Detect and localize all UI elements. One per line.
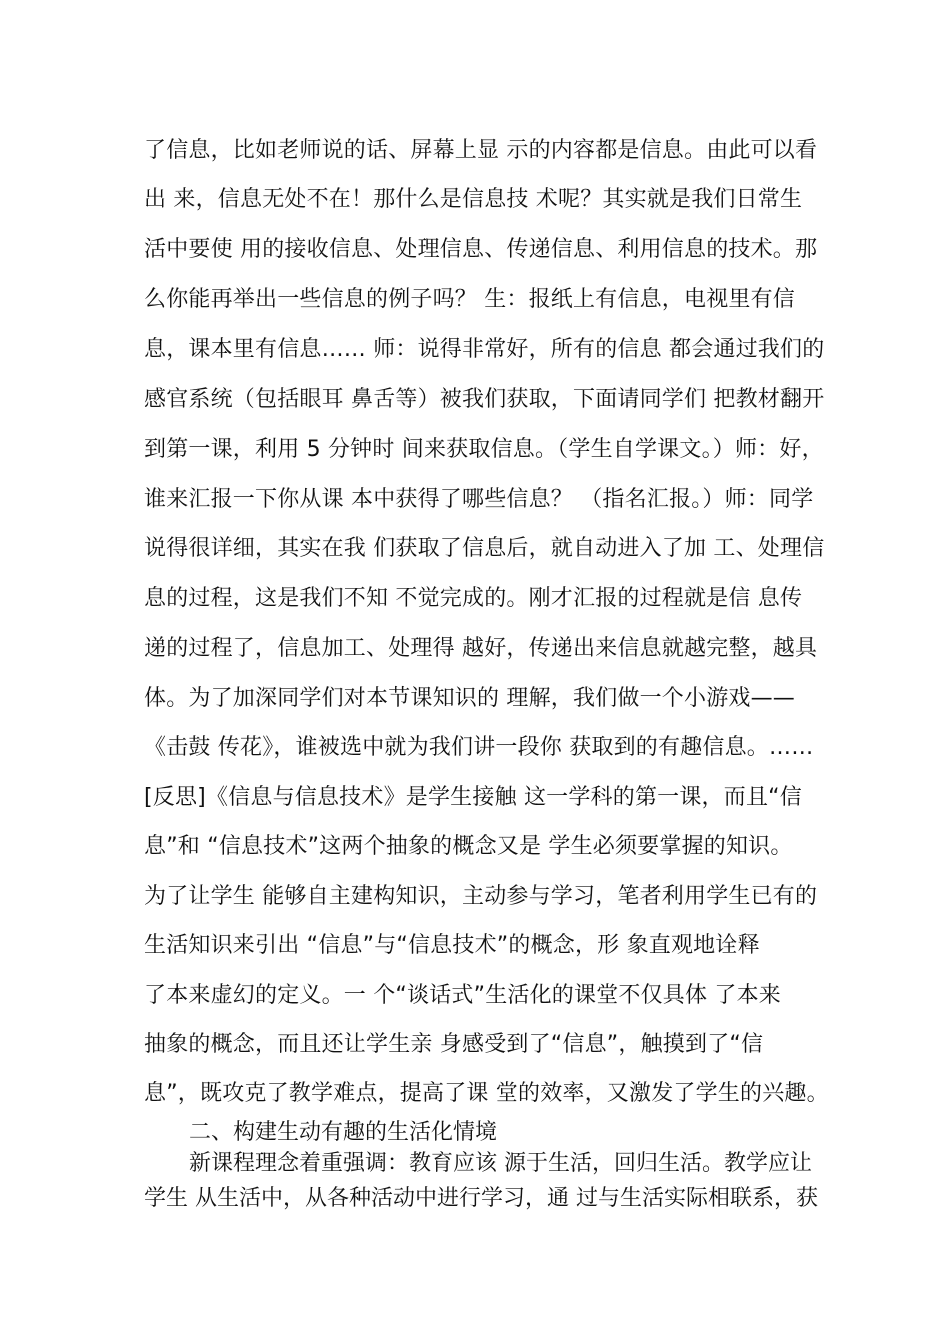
text-line: 说得很详细，其实在我 们获取了信息后，就自动进入了加 工、处理信 — [144, 536, 825, 561]
text-line: 感官系统（包括眼耳 鼻舌等）被我们获取，下面请同学们 把教材翻开 — [144, 387, 825, 412]
text-line: 息的过程，这是我们不知 不觉完成的。刚才汇报的过程就是信 息传 — [144, 586, 803, 611]
text-line: 《击鼓 传花》，谁被选中就为我们讲一段你 获取到的有趣信息。…… — [144, 735, 814, 760]
text-line: 了本来虚幻的定义。一 个“谈话式”生活化的课堂不仅具体 了本来 — [144, 983, 781, 1008]
text-line: 递的过程了，信息加工、处理得 越好，传递出来信息就越完整，越具 — [144, 636, 818, 661]
text-line: 息”和 “信息技术”这两个抽象的概念又是 学生必须要掌握的知识。 — [144, 834, 793, 859]
text-line: 了信息，比如老师说的话、屏幕上显 示的内容都是信息。由此可以看 — [144, 138, 818, 163]
text-line: 抽象的概念，而且还让学生亲 身感受到了“信息”，触摸到了“信 — [144, 1032, 764, 1057]
text-line: 到第一课，利用 5 分钟时 间来获取信息。（学生自学课文。）师：好， — [144, 437, 824, 462]
text-line: 体。为了加深同学们对本节课知识的 理解，我们做一个小游戏—— — [144, 686, 795, 711]
text-line: 生活知识来引出 “信息”与“信息技术”的概念，形 象直观地诠释 — [144, 933, 760, 958]
text-line: 活中要使 用的接收信息、处理信息、传递信息、利用信息的技术。那 — [144, 237, 818, 262]
text-line: 息”，既攻克了教学难点，提高了课 堂的效率，又激发了学生的兴趣。 — [144, 1081, 829, 1106]
text-line: 出 来，信息无处不在！那什么是信息技 术呢？其实就是我们日常生 — [144, 187, 803, 212]
text-line: [反思]《信息与信息技术》是学生接触 这一学科的第一课，而且“信 — [144, 785, 802, 810]
text-line: 谁来汇报一下你从课 本中获得了哪些信息？ （指名汇报。）师：同学 — [144, 487, 814, 512]
text-line: 为了让学生 能够自主建构知识，主动参与学习，笔者利用学生已有的 — [144, 884, 818, 909]
text-line: 么你能再举出一些信息的例子吗？ 生：报纸上有信息，电视里有信 — [144, 287, 795, 312]
section-heading: 二、构建生动有趣的生活化情境 — [189, 1120, 498, 1145]
text-line: 新课程理念着重强调：教育应该 源于生活，回归生活。教学应让 — [189, 1151, 812, 1176]
text-line: 学生 从生活中，从各种活动中进行学习，通 过与生活实际相联系，获 — [144, 1186, 818, 1211]
text-line: 息，课本里有信息…… 师：说得非常好，所有的信息 都会通过我们的 — [144, 337, 825, 362]
